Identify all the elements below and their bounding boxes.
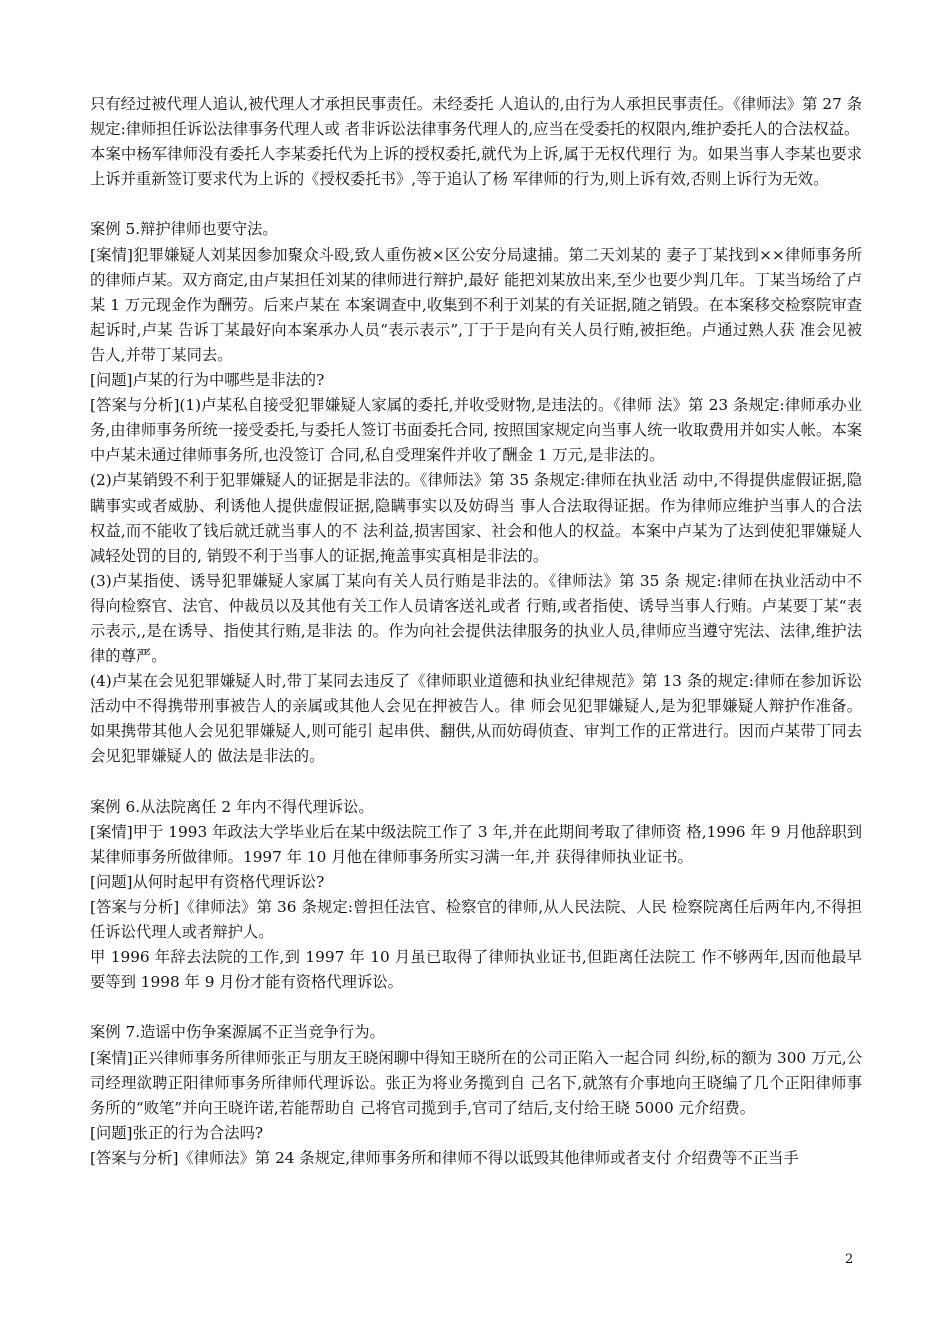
- paragraph-gap: [90, 192, 862, 217]
- paragraph: [案情]甲于 1993 年政法大学毕业后在某中级法院工作了 3 年,并在此期间考取了律师资 格,1996 年 9 月他辞职到某律师事务所做律师。1997 年 10 月他在律师事务所实习满一年,并 获得律师执业证书。: [90, 822, 862, 866]
- document-body: [90, 92, 862, 1171]
- paragraph: (2)卢某销毁不利于犯罪嫌疑人的证据是非法的。《律师法》第 35 条规定:律师在执业活 动中,不得提供虚假证据,隐瞒事实或者威胁、利诱他人提供虚假证据,隐瞒事实以及妨碍当 事人合法取得证据。作为律师应维护当事人的合法权益,而不能收了钱后就迁就当事人的不 法利益,损害国家、社会和他人的权益。本案中卢某为了达到使犯罪嫌疑人减轻处罚的目的, 销毁不利于当事人的证据,掩盖事实真相是非法的。: [90, 471, 862, 565]
- paragraph-gap: [90, 770, 862, 795]
- paragraph: [案情]犯罪嫌疑人刘某因参加聚众斗殴,致人重伤被×区公安分局逮捕。第二天刘某的 妻子丁某找到××律师事务所的律师卢某。双方商定,由卢某担任刘某的律师进行辩护,最好 能把刘某放出来,至少也要少判几年。丁某当场给了卢某 1 万元现金作为酬劳。后来卢某在 本案调查中,收集到不利于刘某的有关证据,随之销毁。在本案移交检察院审查起诉时,卢某 告诉丁某最好向本案承办人员“表示表示”,丁于于是向有关人员行贿,被拒绝。卢通过熟人获 准会见被告人,并带丁某同去。: [90, 245, 862, 364]
- page-number: 2: [845, 1252, 854, 1267]
- paragraph: 只有经过被代理人追认,被代理人才承担民事责任。未经委托 人追认的,由行为人承担民事责任。《律师法》第 27 条规定:律师担任诉讼法律事务代理人或 者非诉讼法律事务代理人的,应当在受委托的权限内,维护委托人的合法权益。: [90, 95, 862, 139]
- paragraph: [答案与分析](1)卢某私自接受犯罪嫌疑人家属的委托,并收受财物,是违法的。《律师 法》第 23 条规定:律师承办业务,由律师事务所统一接受委托,与委托人签订书面委托合同, 按照国家规定向当事人统一收取费用并如实人帐。本案中卢某未通过律师事务所,也没签订 合同,私自受理案件并收了酬金 1 万元,是非法的。: [90, 396, 862, 465]
- paragraph: (4)卢某在会见犯罪嫌疑人时,带丁某同去违反了《律师职业道德和执业纪律规范》第 13 条的规定:律师在参加诉讼活动中不得携带刑事被告人的亲属或其他人会见在押被告人。律 师会见犯罪嫌疑人,是为犯罪嫌疑人辩护作准备。如果携带其他人会见犯罪嫌疑人,则可能引 起串供、翻供,从而妨碍侦查、审判工作的正常进行。因而卢某带丁同去会见犯罪嫌疑人的 做法是非法的。: [90, 672, 862, 766]
- paragraph: [案情]正兴律师事务所律师张正与朋友王晓闲聊中得知王晓所在的公司正陷入一起合同 纠纷,标的额为 300 万元,公司经理欲聘正阳律师事务所律师代理诉讼。张正为将业务揽到自 己名下,就煞有介事地向王晓编了几个正阳律师事务所的“败笔”并向王晓许诺,若能帮助自 己将官司揽到手,官司了结后,支付给王晓 5000 元介绍费。: [90, 1048, 862, 1117]
- paragraph: [问题]从何时起甲有资格代理诉讼?: [90, 872, 325, 891]
- paragraph: [答案与分析]《律师法》第 36 条规定:曾担任法官、检察官的律师,从人民法院、人民 检察院离任后两年内,不得担任诉讼代理人或者辩护人。: [90, 898, 862, 942]
- paragraph: 案例 5.辩护律师也要守法。: [90, 220, 278, 239]
- paragraph: 案例 7.造谣中伤争案源属不正当竞争行为。: [90, 1023, 385, 1042]
- paragraph: [答案与分析]《律师法》第 24 条规定,律师事务所和律师不得以诋毁其他律师或者支付 介绍费等不正当手: [90, 1148, 799, 1167]
- paragraph: 本案中杨军律师没有委托人李某委托代为上诉的授权委托,就代为上诉,属于无权代理行 为。如果当事人李某也要求上诉并重新签订要求代为上诉的《授权委托书》,等于追认了杨 军律师的行为,则上诉有效,否则上诉行为无效。: [90, 145, 862, 189]
- paragraph: [问题]卢某的行为中哪些是非法的?: [90, 371, 325, 390]
- paragraph: [问题]张正的行为合法吗?: [90, 1123, 264, 1142]
- paragraph-gap: [90, 995, 862, 1020]
- paragraph: (3)卢某指使、诱导犯罪嫌疑人家属丁某向有关人员行贿是非法的。《律师法》第 35 条 规定:律师在执业活动中不得向检察官、法官、仲裁员以及其他有关工作人员请客送礼或者 行贿,或者指使、诱导当事人行贿。卢某要丁某“表示表示,,是在诱导、指使其行贿,是非法 的。作为向社会提供法律服务的执业人员,律师应当遵守宪法、法律,维护法律的尊严。: [90, 571, 862, 666]
- paragraph: 案例 6.从法院离任 2 年内不得代理诉讼。: [90, 797, 374, 816]
- paragraph: 甲 1996 年辞去法院的工作,到 1997 年 10 月虽已取得了律师执业证书,但距离任法院工 作不够两年,因而他最早要等到 1998 年 9 月份才能有资格代理诉讼。: [90, 948, 862, 992]
